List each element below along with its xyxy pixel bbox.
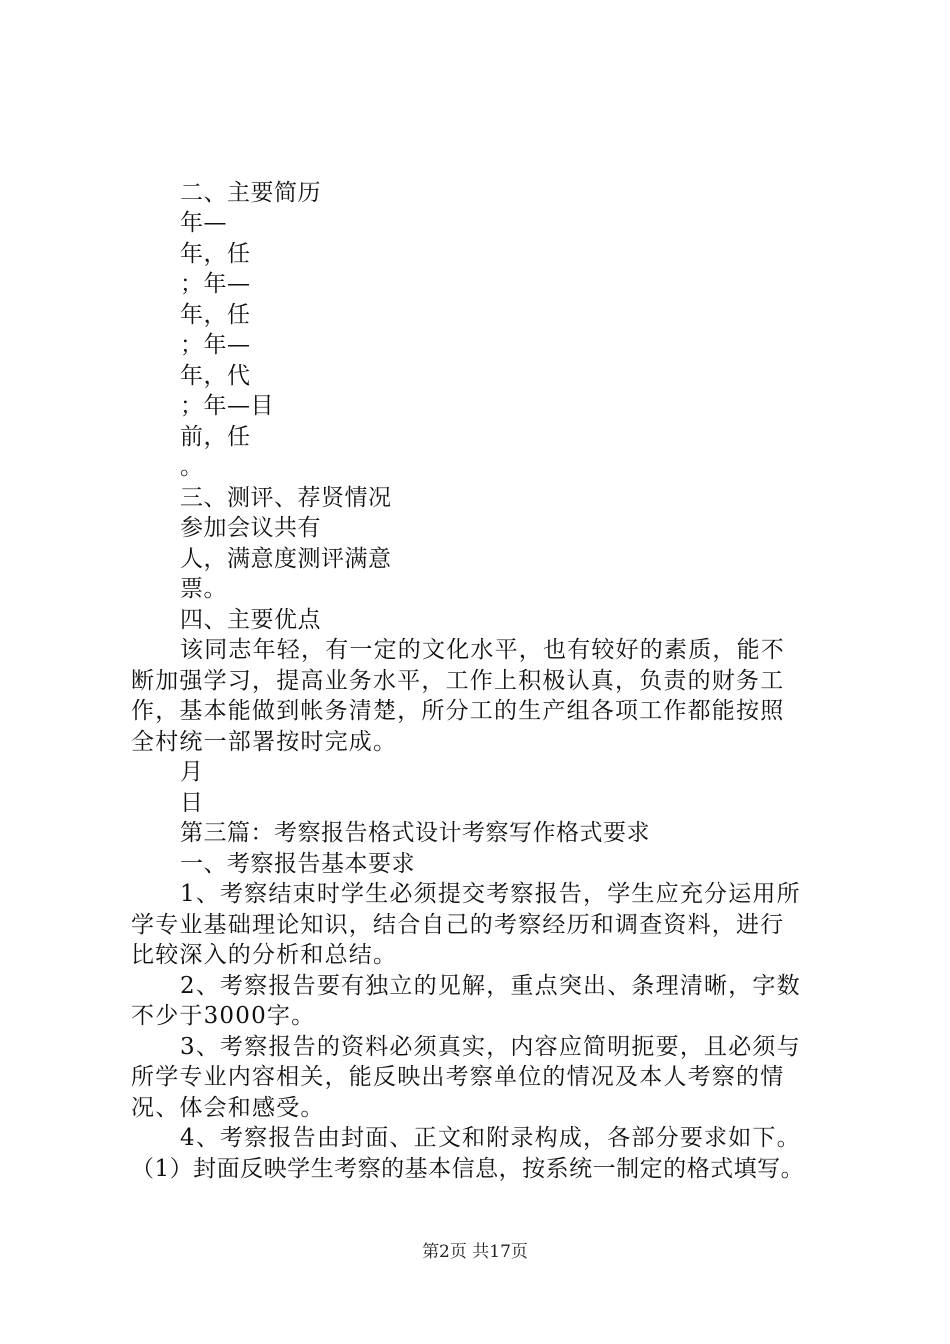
requirement-line: 况、体会和感受。: [131, 1095, 325, 1121]
evaluation-line: 人，满意度测评满意: [180, 546, 392, 572]
chapter-title: 第三篇：考察报告格式设计考察写作格式要求: [180, 820, 650, 846]
heading-strengths: 四、主要优点: [180, 607, 321, 633]
heading-evaluation: 三、测评、荐贤情况: [180, 485, 392, 511]
evaluation-line: 票。: [180, 576, 227, 602]
requirement-line: 1、考察结束时学生必须提交考察报告，学生应充分运用所: [180, 881, 801, 907]
resume-line: ；年—目: [180, 393, 274, 419]
page-number-footer: 第2页 共17页: [422, 1242, 528, 1262]
strengths-paragraph-line: 全村统一部署按时完成。: [131, 729, 398, 755]
resume-line: 年—: [180, 210, 227, 236]
date-day: 日: [180, 790, 204, 816]
heading-main-resume: 二、主要简历: [180, 180, 321, 206]
date-month: 月: [180, 759, 204, 785]
resume-line: ；年—: [180, 271, 251, 297]
strengths-paragraph-line: 断加强学习，提高业务水平，工作上积极认真，负责的财务工: [131, 668, 785, 694]
requirement-line: （1）封面反映学生考察的基本信息，按系统一制定的格式填写。: [131, 1156, 805, 1182]
requirement-line: 2、考察报告要有独立的见解，重点突出、条理清晰，字数: [180, 973, 801, 999]
evaluation-line: 参加会议共有: [180, 515, 321, 541]
resume-line: 。: [180, 454, 204, 480]
resume-line: 年，代: [180, 363, 251, 389]
requirement-line: 3、考察报告的资料必须真实，内容应简明扼要，且必须与: [180, 1034, 801, 1060]
strengths-paragraph-line: 该同志年轻，有一定的文化水平，也有较好的素质，能不: [180, 637, 785, 663]
requirement-line: 不少于3000字。: [131, 1003, 316, 1029]
heading-basic-requirements: 一、考察报告基本要求: [180, 851, 415, 877]
strengths-paragraph-line: 作，基本能做到帐务清楚，所分工的生产组各项工作都能按照: [131, 698, 785, 724]
resume-line: 前，任: [180, 424, 251, 450]
requirement-line: 学专业基础理论知识，结合自己的考察经历和调查资料，进行: [131, 912, 785, 938]
requirement-line: 所学专业内容相关，能反映出考察单位的情况及本人考察的情: [131, 1064, 785, 1090]
requirement-line: 比较深入的分析和总结。: [131, 942, 398, 968]
resume-line: ；年—: [180, 332, 251, 358]
requirement-line: 4、考察报告由封面、正文和附录构成，各部分要求如下。: [180, 1125, 801, 1151]
resume-line: 年，任: [180, 241, 251, 267]
resume-line: 年，任: [180, 302, 251, 328]
